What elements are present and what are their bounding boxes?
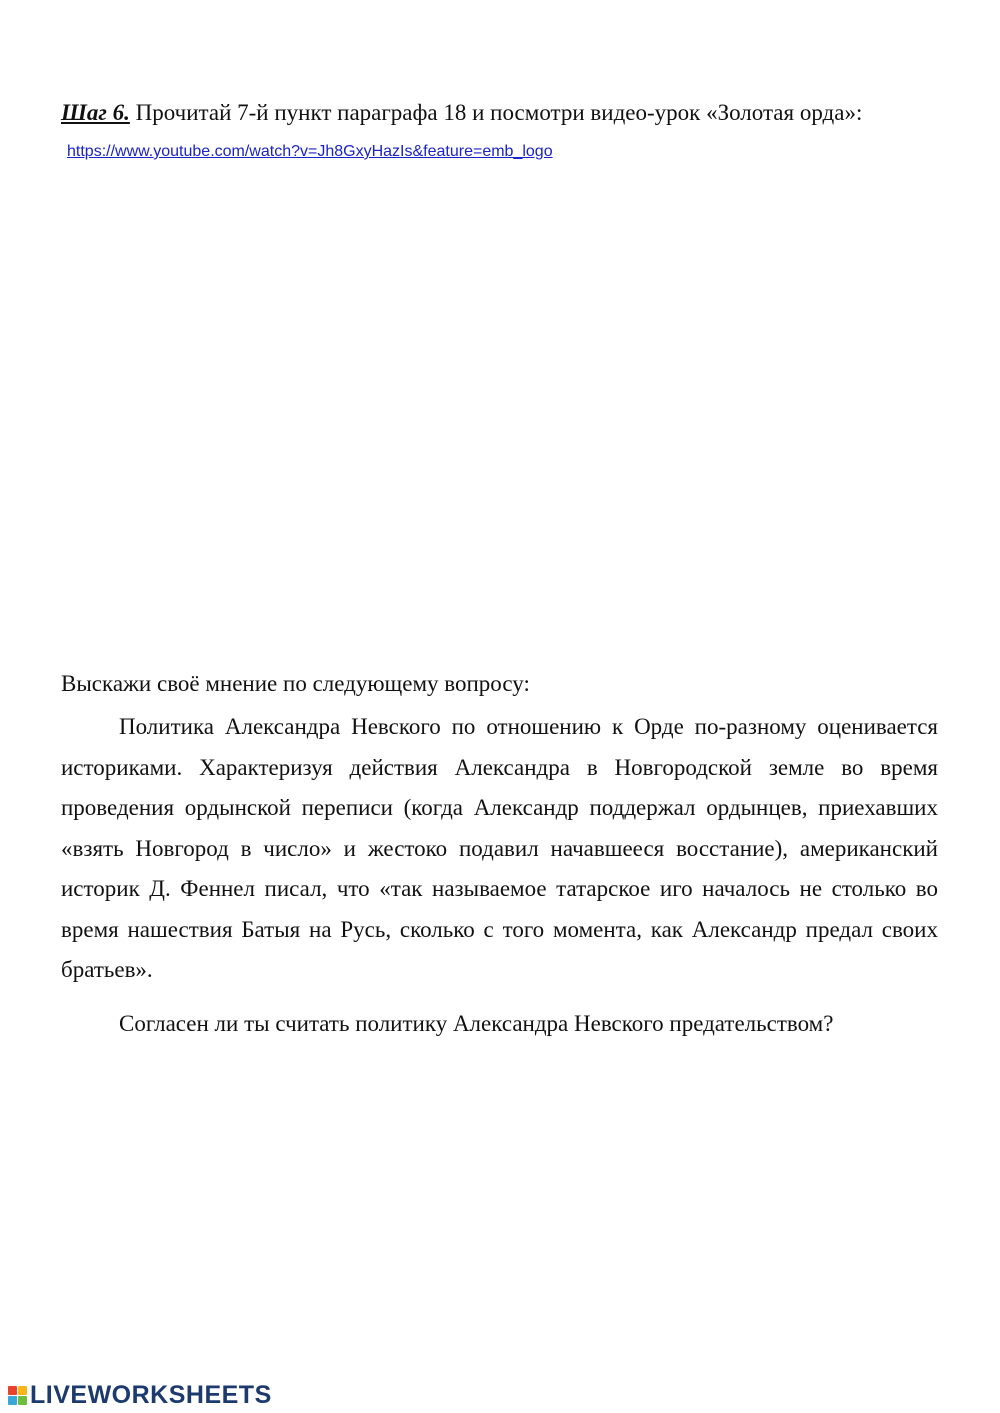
logo-square-red [8,1386,17,1395]
step-heading [61,98,941,128]
logo-mark-icon [8,1386,27,1405]
context-paragraph: Политика Александра Невского по отношению к Орде по-разному оценивается историками. Характеризуя действия Александра в Новгородской земле во время проведения ордынской переписи (когда Александр поддержал ордынцев, приехавших «взять Новгород в число» и жестоко подавил начавшееся восстание), американский историк Д. Феннел писал, что «так называемое татарское иго началось не столько во время нашествия Батыя на Русь, сколько с того момента, как Александр предал своих братьев». [61,714,938,982]
step-label: Шаг 6. [61,100,130,125]
step-instruction: Прочитай 7-й пункт параграфа 18 и посмотри видео-урок «Золотая орда»: [129,100,863,125]
logo-text: LIVEWORKSHEETS [30,1381,272,1409]
question-text: Согласен ли ты считать политику Александра Невского предательством? [119,1011,834,1036]
opinion-prompt: Выскажи своё мнение по следующему вопросу: [61,671,530,696]
logo-square-green [18,1396,27,1405]
logo-square-blue [8,1396,17,1405]
answer-area [61,1055,941,1355]
video-embed-area [61,190,941,650]
video-link[interactable]: https://www.youtube.com/watch?v=Jh8GxyHazIs&feature=emb_logo [67,143,553,160]
logo-square-yellow [18,1386,27,1395]
liveworksheets-logo[interactable] [8,1380,272,1410]
